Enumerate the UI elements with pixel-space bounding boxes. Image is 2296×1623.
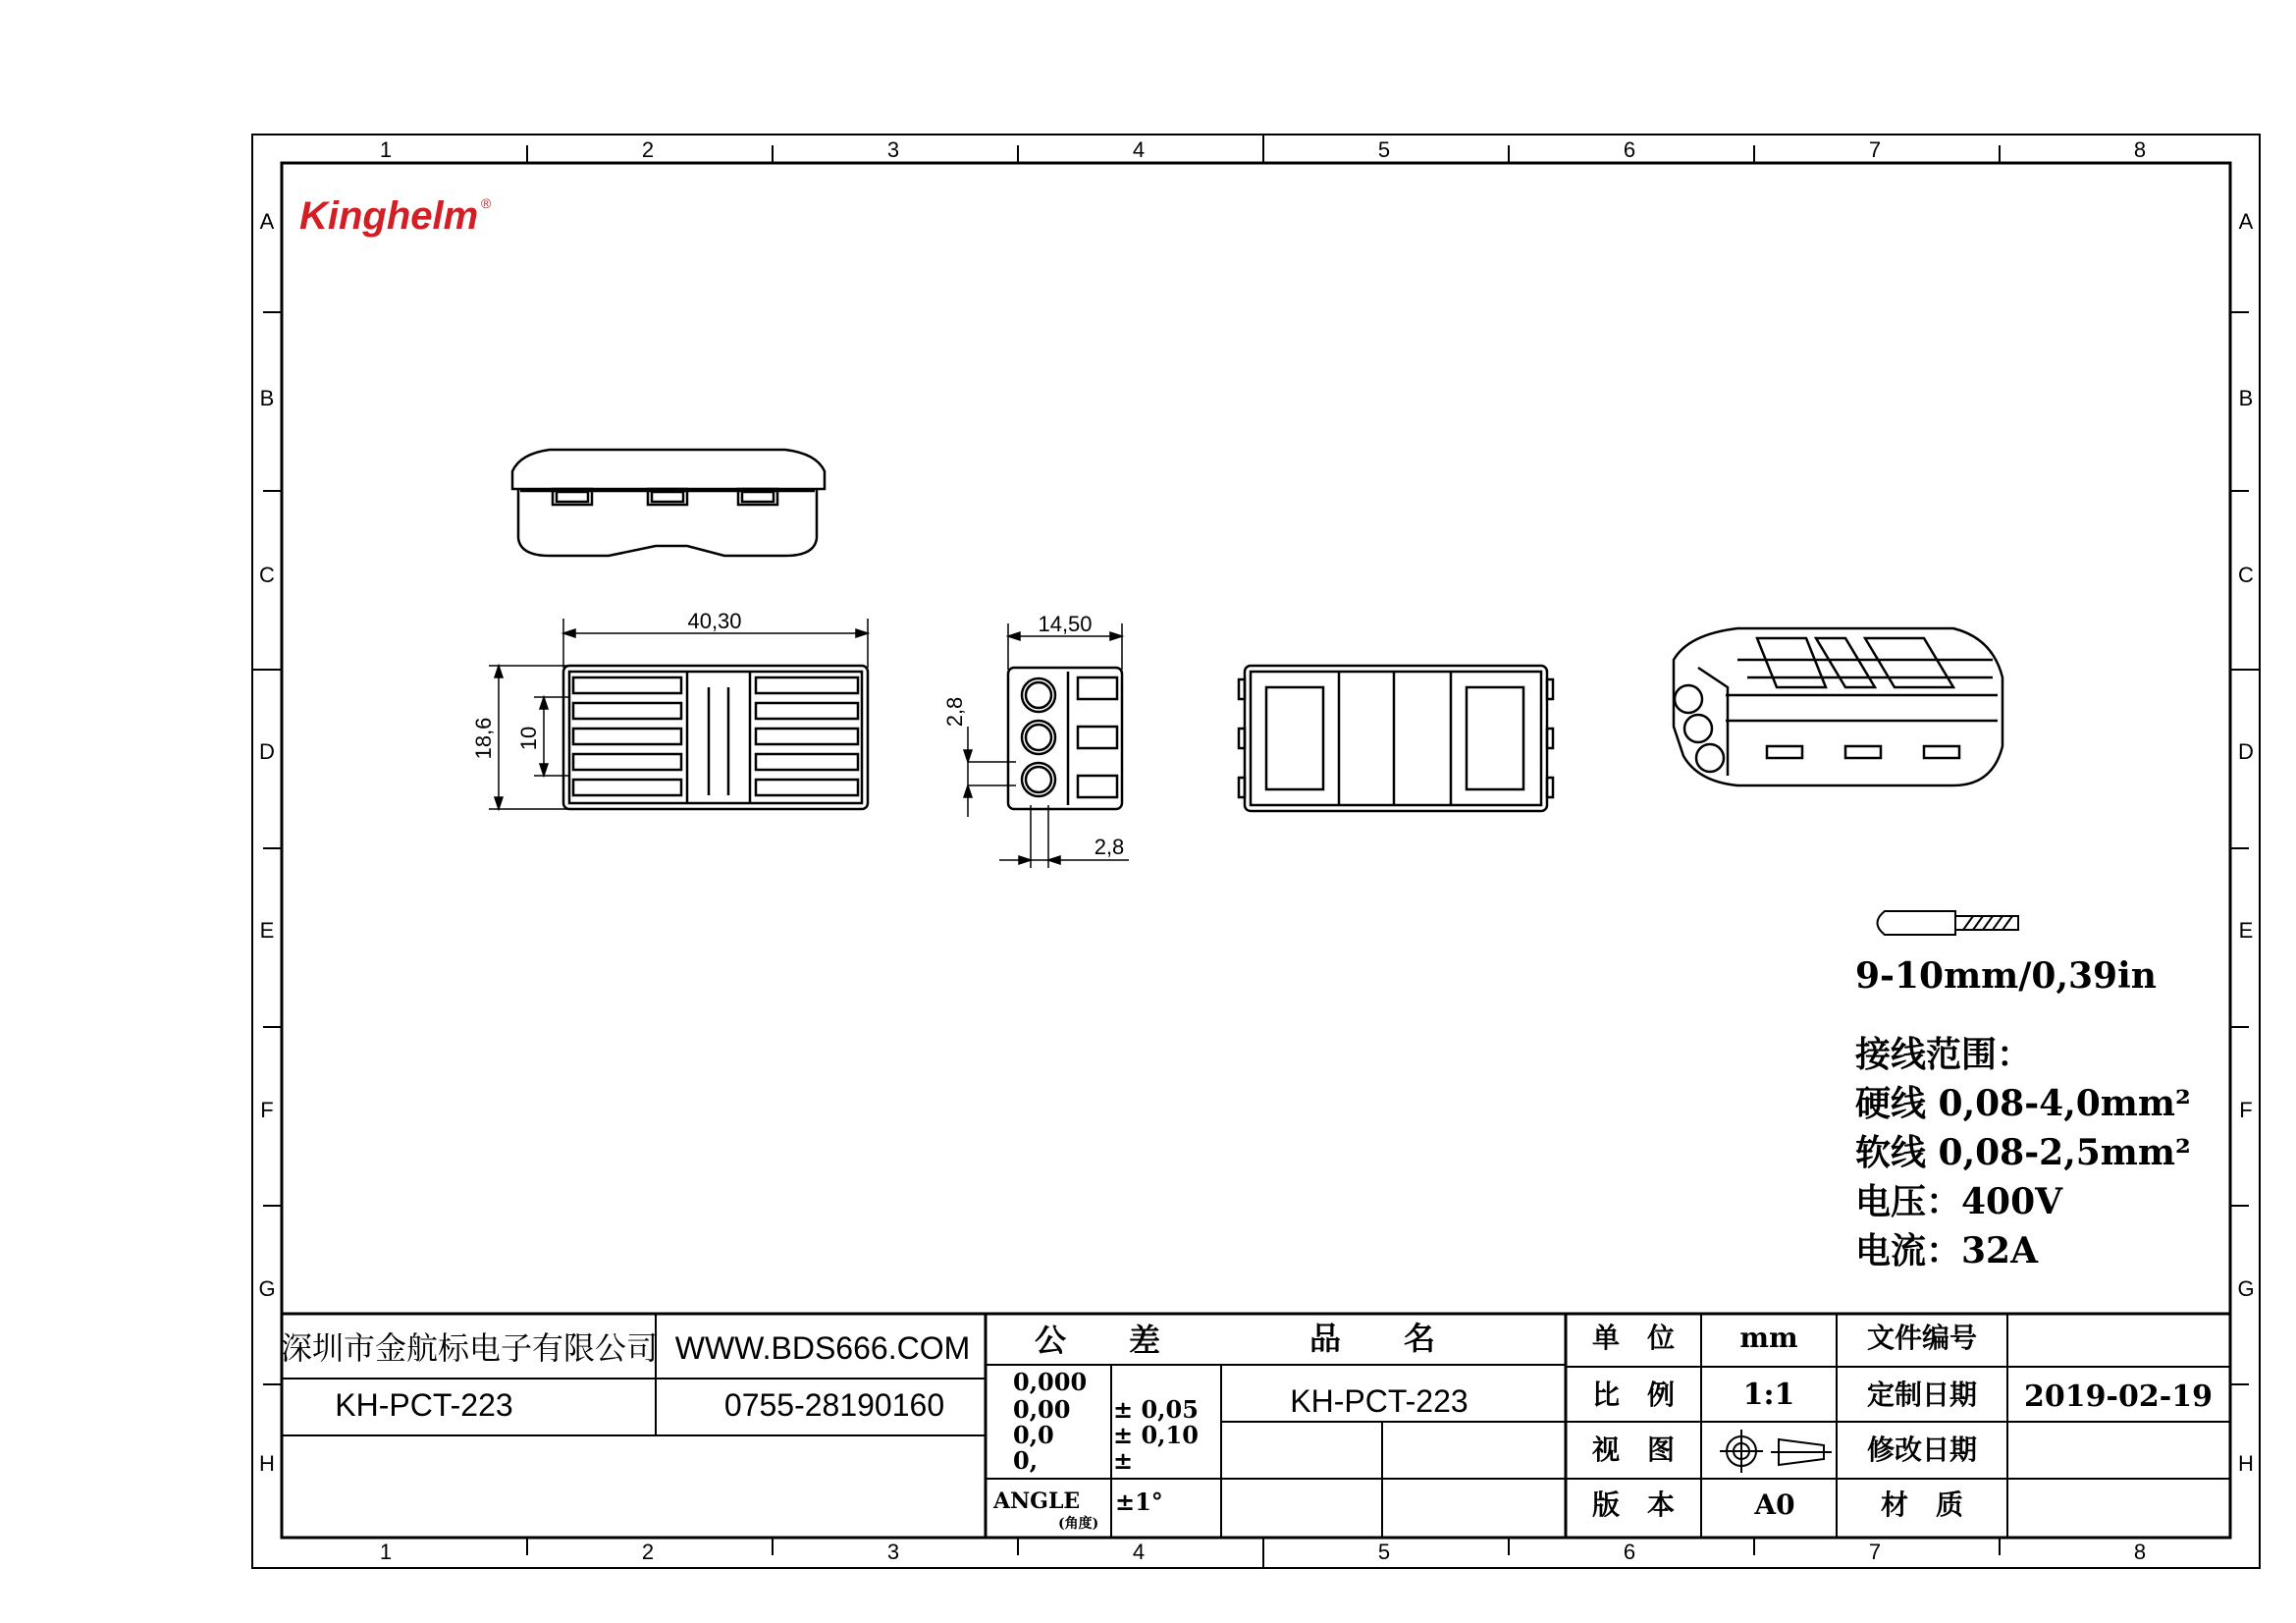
logo-text: Kinghelm — [299, 194, 479, 238]
tolerance-value: ± 0,10 — [1113, 1421, 1199, 1449]
zone-row-label: E — [259, 918, 275, 943]
product-name-label: 品 名 — [1308, 1320, 1436, 1357]
dim-side-pitch-v: 2,8 — [942, 696, 967, 728]
zone-col-label: 4 — [1132, 1540, 1146, 1564]
zone-row-label: F — [260, 1098, 274, 1122]
tolerance-label: 公 差 — [1034, 1322, 1161, 1359]
tolerance-format: 0,000 — [1013, 1368, 1088, 1396]
unit-label: 单 位 — [1591, 1322, 1676, 1354]
version-value: A0 — [1754, 1488, 1795, 1521]
zone-col-label: 1 — [379, 137, 393, 162]
zone-row-label: A — [259, 209, 275, 234]
logo-registered-mark: ® — [481, 195, 492, 211]
specs-current: 电流：32A — [1855, 1230, 2039, 1271]
top-view-drawing — [512, 450, 825, 556]
zone-row-label: H — [2238, 1451, 2254, 1476]
zone-col-label: 3 — [886, 1540, 900, 1564]
kinghelm-logo — [299, 194, 492, 238]
specs-hard-wire: 硬线 0,08-4,0mm² — [1855, 1083, 2191, 1124]
zone-col-label: 1 — [379, 1540, 393, 1564]
zone-col-label: 3 — [886, 137, 900, 162]
bottom-view-drawing — [1239, 666, 1553, 811]
tolerance-format: 0,00 — [1013, 1395, 1071, 1424]
zone-col-label: 7 — [1868, 137, 1882, 162]
zone-row-label: B — [259, 386, 275, 410]
isometric-view-drawing — [1674, 628, 2002, 785]
product-name: KH-PCT-223 — [1290, 1383, 1468, 1419]
file-no-label: 文件编号 — [1866, 1322, 1978, 1354]
version-label: 版 本 — [1591, 1488, 1676, 1521]
company-website: WWW.BDS666.COM — [674, 1330, 971, 1366]
zone-col-label: 7 — [1868, 1540, 1882, 1564]
zone-labels-right — [2237, 209, 2254, 1476]
zone-row-label: A — [2238, 209, 2254, 234]
zone-row-label: E — [2238, 918, 2254, 943]
zone-row-label: C — [259, 563, 275, 587]
side-view-drawing — [1008, 668, 1122, 809]
zone-row-label: F — [2239, 1098, 2253, 1122]
zone-row-label: G — [258, 1276, 276, 1301]
revise-date-label: 修改日期 — [1866, 1434, 1978, 1466]
unit-value: mm — [1739, 1322, 1798, 1354]
part-number: KH-PCT-223 — [335, 1387, 513, 1423]
side-view-dimensions — [964, 623, 1129, 868]
zone-row-label: H — [259, 1451, 275, 1476]
specs-title: 接线范围： — [1855, 1034, 2033, 1075]
zone-row-label: B — [2238, 386, 2254, 410]
angle-value: ±1° — [1115, 1488, 1163, 1516]
scale-value: 1:1 — [1742, 1378, 1795, 1412]
scale-label: 比 例 — [1591, 1379, 1676, 1411]
angle-sublabel: (角度) — [1058, 1516, 1099, 1532]
zone-col-label: 8 — [2133, 1540, 2147, 1564]
view-label: 视 图 — [1591, 1434, 1676, 1466]
front-view-drawing — [563, 666, 868, 809]
tolerance-value: ± 0,05 — [1113, 1395, 1199, 1424]
zone-row-label: G — [2237, 1276, 2255, 1301]
dim-front-width: 40,30 — [687, 609, 742, 633]
angle-label: ANGLE — [993, 1488, 1081, 1514]
zone-col-label: 2 — [641, 1540, 655, 1564]
company-name: 深圳市金航标电子有限公司 — [280, 1330, 659, 1366]
wire-strip-length: 9-10mm/0,39in — [1855, 955, 2157, 997]
zone-col-label: 6 — [1623, 137, 1636, 162]
stripped-wire-icon — [1878, 911, 2019, 935]
zone-col-label: 5 — [1377, 137, 1391, 162]
dim-side-width: 14,50 — [1038, 612, 1093, 636]
dim-front-height: 18,6 — [471, 717, 496, 760]
zone-col-label: 8 — [2133, 137, 2147, 162]
date-value: 2019-02-19 — [2024, 1380, 2213, 1414]
specs-block — [1855, 1034, 2191, 1271]
zone-col-label: 6 — [1623, 1540, 1636, 1564]
dim-front-pitch: 10 — [516, 726, 541, 751]
date-label: 定制日期 — [1866, 1379, 1978, 1411]
zone-row-label: D — [2238, 739, 2254, 764]
zone-labels-left — [258, 209, 275, 1476]
tolerance-format: 0,0 — [1013, 1421, 1054, 1449]
zone-row-label: D — [259, 739, 275, 764]
dim-side-pitch-h: 2,8 — [1094, 835, 1125, 859]
tolerance-value: ± — [1113, 1446, 1134, 1475]
specs-soft-wire: 软线 0,08-2,5mm² — [1855, 1132, 2191, 1173]
zone-row-label: C — [2238, 563, 2254, 587]
zone-col-label: 2 — [641, 137, 655, 162]
company-phone: 0755-28190160 — [723, 1387, 945, 1423]
tolerance-table — [992, 1368, 1199, 1532]
material-label: 材 质 — [1880, 1488, 1964, 1521]
zone-col-label: 4 — [1132, 137, 1146, 162]
tolerance-format: 0, — [1013, 1446, 1039, 1475]
zone-col-label: 5 — [1377, 1540, 1391, 1564]
projection-symbol-icon — [1720, 1430, 1832, 1473]
specs-voltage: 电压：400V — [1855, 1181, 2063, 1222]
